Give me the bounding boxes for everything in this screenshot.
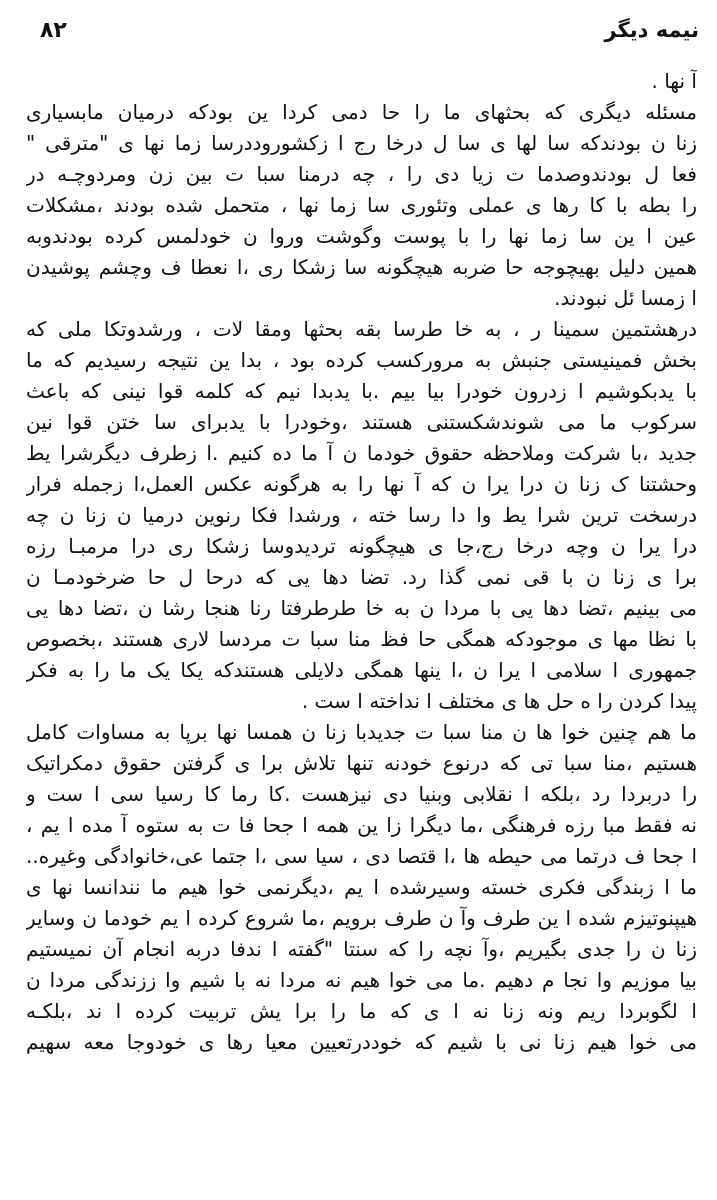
text-line: می بینیم ،تضا دها یی با مردا ن به خا طرطرفتا رنا هنجا رشا ن ،تضا دها یی [26, 596, 697, 620]
text-line: زنا ن را جدی بگیریم ،وآ نچه را که سنتا "گفته ا ندفا دربه انجام آن نمیستیم [26, 937, 697, 961]
text-line: مسئله دیگری که بحثهای ما را حا دمی کردا ین بودکه درمیان مابسیاری [26, 100, 697, 124]
page-header [28, 12, 699, 48]
text-line: ا لگوبردا ریم ونه زنا نه ا ی که ما را برا یش تربیت کرده ا ند ،بلکـه [26, 999, 697, 1023]
text-line: درسخت ترین شرا یط وا دا رسا خته ، ورشدا فکا رنوین درمیا ن زنا ن چه [26, 503, 697, 527]
text-line: همین دلیل بهیچوجه حا ضربه هیچگونه سا زشکا ری ،ا نعطا ف وچشم پوشیدن [26, 255, 697, 279]
text-line: نه فقط مبا رزه فرهنگی ،ما دیگرا زا ین همه ا جحا فا ت به ستوه آ مده ا یم ، [26, 813, 697, 837]
text-line: با یدبکوشیم ا زدرون خودرا بیا بیم .با یدبدا نیم که کلمه قوا نینی که باعث [26, 379, 697, 403]
text-line: آ نها . [651, 69, 697, 93]
text-line: ما ا زبندگی فکری خسته وسیرشده ا یم ،دیگرنمی خوا هیم ما نندانسا نها ی [26, 875, 697, 899]
text-line: ا جحا ف درتما می حیطه ها ،ا قتصا دی ، سیا سی ،ا جتما عی،خانوادگی وغیره.. [26, 844, 697, 868]
text-line: را دربردا رد ،بلکه ا نقلابی وبنیا دی نیزهست .کا رما کا رسیا سی ا ست و [26, 782, 697, 806]
text-line: بخش فمینیستی جنبش به مرورکسب کرده بود ، بدا ین نتیجه رسیدیم که ما [26, 348, 697, 372]
text-line: زنا ن بودندکه سا لها ی سا ل درخا رج ا زکشوروددرسا زما نها ی "مترقی " [26, 131, 697, 155]
text-line: عین ا ین سا زما نها را با پوست وگوشت وروا ن خودلمس کرده بودندوبه [26, 224, 697, 248]
text-line: درا یرا ن وچه درخا رج،جا ی هیچگونه تردیدوسا زشکا ری درا مرمبـا رزه [26, 534, 697, 558]
text-line: فعا ل بودندوصدما ت زیا دی را ، چه درمنا سبا ت بین زن ومردوچـه در [26, 162, 697, 186]
text-line: می خوا هیم زنا نی با شیم که خوددرتعیین معیا رها ی خودوجا معه سهیم [26, 1030, 697, 1054]
text-line: درهشتمین سمینا ر ، به خا طرسا بقه بحثها ومقا لات ، ورشدوتکا ملی که [26, 317, 697, 341]
text-line: هستیم ،منا سبا تی که درنوع خودنه تنها تلاش برا ی گرفتن حقوق دمکراتیک [26, 751, 697, 775]
body-text [26, 66, 697, 1192]
text-line: وحشتنا ک زنا ن درا یرا ن که آ نها را به هرگونه عکس العمل،ا زجمله فرار [26, 472, 697, 496]
text-line: هیپنوتیزم شده ا ین طرف وآ ن طرف برویم ،ما شروع کرده ا یم خودما ن وسایر [26, 906, 697, 930]
text-line: با نظا مها ی موجودکه همگی حا فظ منا سبا ت مردسا لاری هستند ،بخصوص [26, 627, 697, 651]
text-line: بیا موزیم وا نجا م دهیم .ما می خوا هیم نه مردا نه با شیم وا ززندگی مردا ن [26, 968, 697, 992]
text-line: جدید ،با شرکت وملاحظه حقوق خودما ن آ ما ده کنیم .ا زطرف دیگرشرا یط [26, 441, 697, 465]
text-line: جمهوری ا سلامی ا یرا ن ،ا ینها همگی دلایلی هستندکه یکا یک ما را به فکر [26, 658, 697, 682]
running-title: نیمه دیگر [604, 18, 699, 42]
text-line: سرکوب ما می شوندشکستنی هستند ،وخودرا با یدبرای سا ختن قوا نین [26, 410, 697, 434]
text-line: ما هم چنین خوا ها ن منا سبا ت جدیدبا زنا ن همسا نها برپا به مساوات کامل [26, 720, 697, 744]
text-line: برا ی زنا ن با قی نمی گذا رد. تضا دها یی که درحا ل حا ضرخودمـا ن [26, 565, 697, 589]
page-number: ۸۲ [40, 17, 67, 43]
text-line: ا زمسا ئل نبودند. [554, 286, 697, 310]
text-line: را بطه با کا رها ی عملی وتئوری سا زما نها ، متحمل شده بودند ،مشکلات [26, 193, 697, 217]
text-line: پیدا کردن را ه حل ها ی مختلف ا نداخته ا ست . [301, 689, 697, 713]
